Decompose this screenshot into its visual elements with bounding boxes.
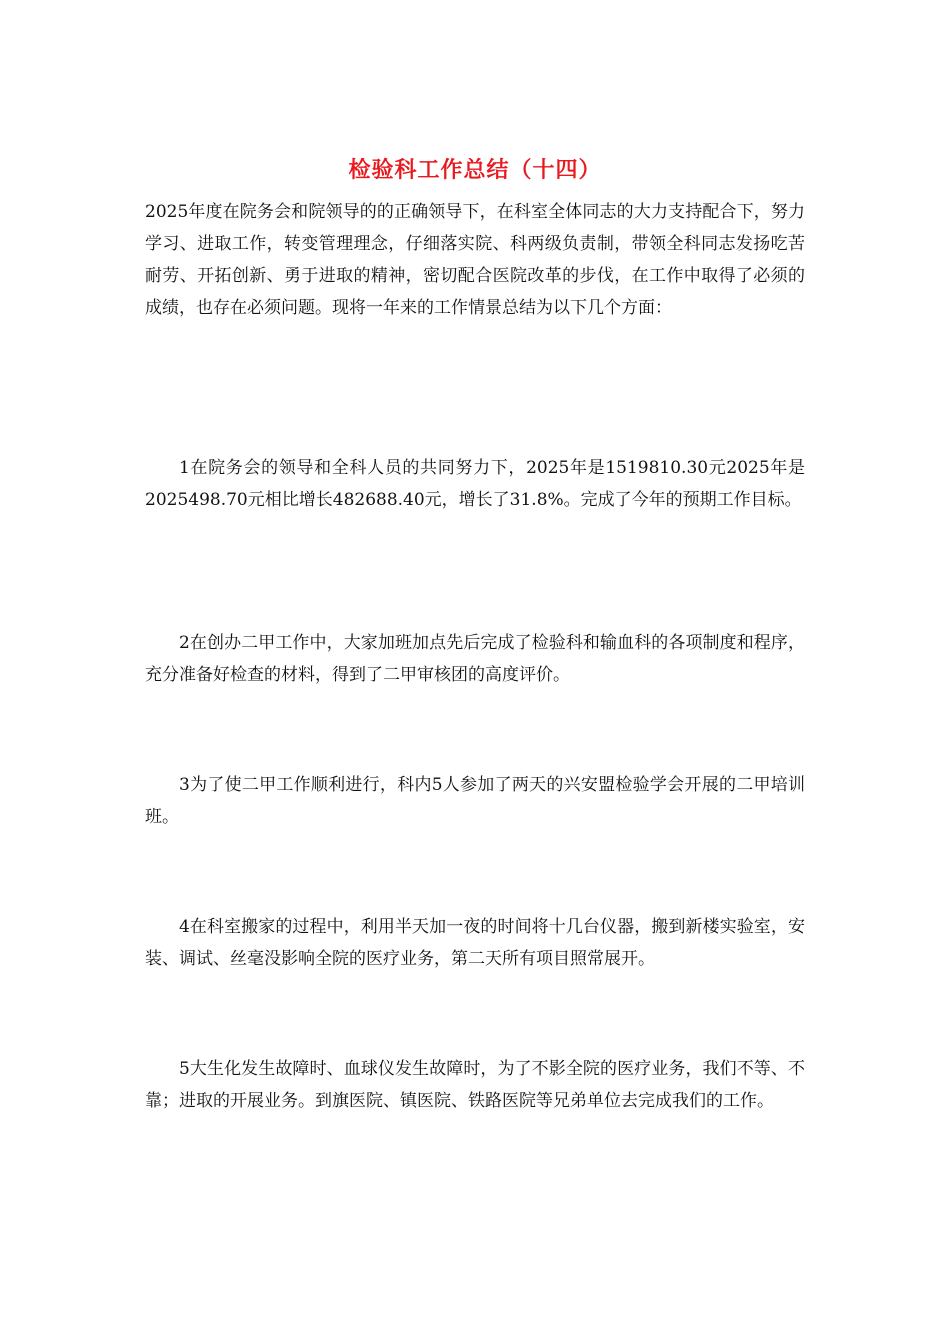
item-paragraph-2: 2在创办二甲工作中，大家加班加点先后完成了检验科和输血科的各项制度和程序，充分准备好检查的材料，得到了二甲审核团的高度评价。 — [145, 633, 805, 685]
item-paragraph-4: 4在科室搬家的过程中，利用半天加一夜的时间将十几台仪器，搬到新楼实验室，安装、调试、丝毫没影响全院的医疗业务，第二天所有项目照常展开。 — [145, 917, 805, 969]
item-paragraph-3: 3为了使二甲工作顺利进行，科内5人参加了两天的兴安盟检验学会开展的二甲培训班。 — [145, 775, 805, 827]
document-title: 检验科工作总结（十四） — [348, 157, 602, 183]
item-paragraph-1: 1在院务会的领导和全科人员的共同努力下，2025年是1519810.30元2025年是2025498.70元相比增长482688.40元，增长了31.8%。完成了今年的预期工作目标。 — [145, 458, 805, 510]
item-paragraph-5: 5大生化发生故障时、血球仪发生故障时，为了不影全院的医疗业务，我们不等、不靠；进取的开展业务。到旗医院、镇医院、铁路医院等兄弟单位去完成我们的工作。 — [145, 1059, 805, 1111]
intro-paragraph: 2025年度在院务会和院领导的的正确领导下，在科室全体同志的大力支持配合下，努力学习、进取工作，转变管理理念，仔细落实院、科两级负责制，带领全科同志发扬吃苦耐劳、开拓创新、勇于进取的精神，密切配合医院改革的步伐，在工作中取得了必须的成绩，也存在必须问题。现将一年来的工作情景总结为以下几个方面： — [145, 202, 805, 318]
